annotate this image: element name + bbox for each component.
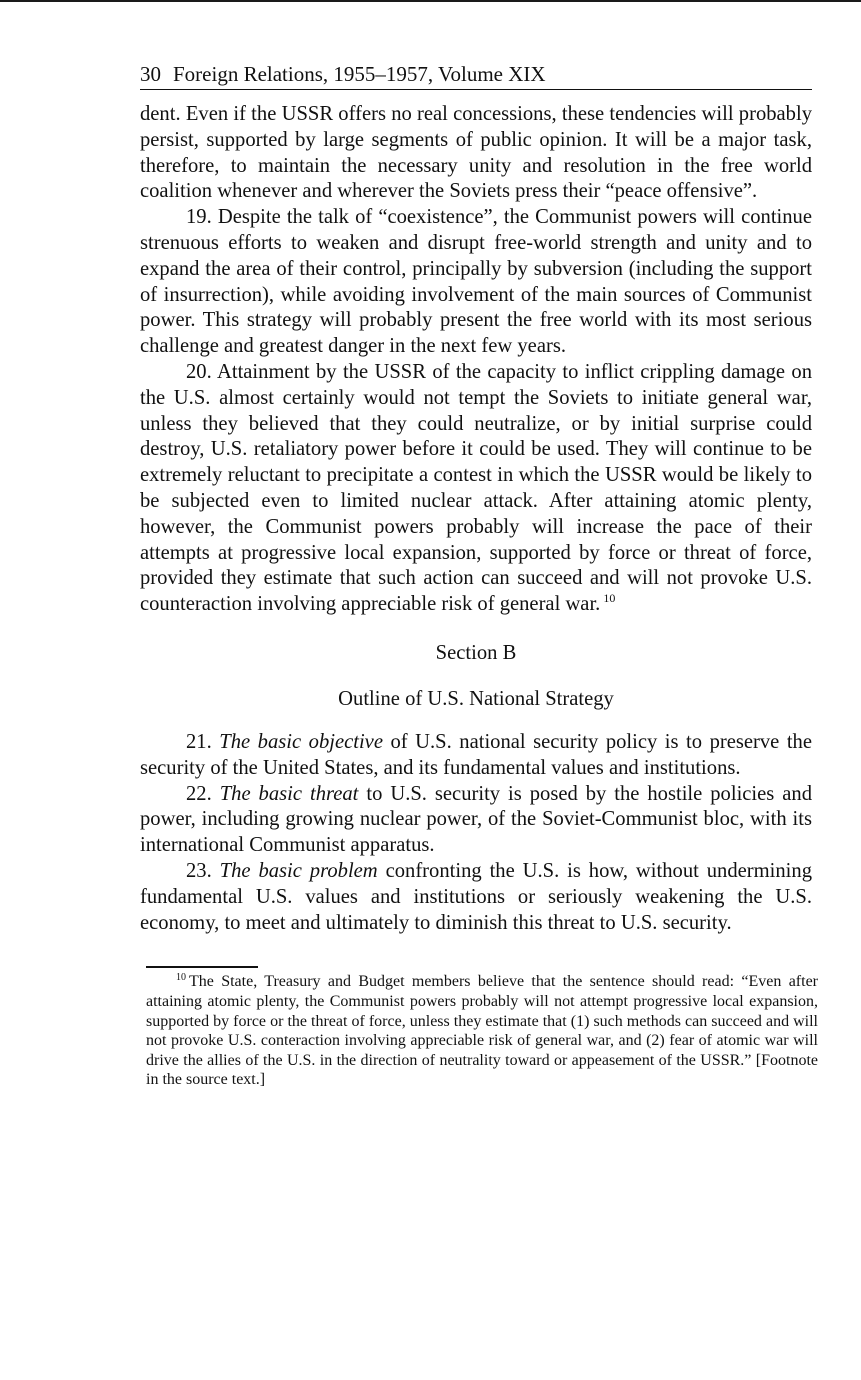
paragraph-22-text: to U.S. security is posed by the hostile policies and power, including growing nuclear power, of the Soviet-Communist bloc, with its international Communist apparatus. <box>140 782 812 857</box>
page-top-edge-rule <box>0 0 861 2</box>
section-label: Section B <box>435 641 517 664</box>
footnote-reference-10: 10 <box>603 591 616 606</box>
document-page <box>140 60 818 1090</box>
paragraph-21 <box>140 730 812 782</box>
paragraph-20 <box>140 360 812 618</box>
running-head-title: Foreign Relations, 1955–1957, Volume XIX <box>173 62 546 86</box>
footnote-10 <box>146 972 818 1090</box>
paragraph-21-term: The basic objective <box>219 730 383 753</box>
paragraph-23-term: The basic problem <box>219 859 378 882</box>
footnote-separator <box>146 966 258 968</box>
footnote-text: The State, Treasury and Budget members believe that the sentence should read: “Even after attaining atomic plenty, the Communist powers probably will not attempt progressive local expansion, supported by force or the threat of force, unless they estimate that (1) such methods can succeed and will not provoke U.S. conteraction involving appreciable risk of general war, and (2) fear of atomic war will drive the allies of the U.S. in the direction of neutrality toward or appeasement of the USSR.” [Footnote in the source text.] <box>146 973 818 1089</box>
running-head <box>140 60 812 90</box>
paragraph-continued: dent. Even if the USSR offers no real concessions, these tendencies will probably persist, supported by large segments of public opinion. It will be a major task, therefore, to maintain the necessary unity and resolution in the free world coalition whenever and wherever the Soviets press their “peace offensive”. <box>140 103 812 203</box>
paragraph-22-number: 22. <box>186 782 212 805</box>
paragraph-23-number: 23. <box>186 859 212 882</box>
body-text <box>140 102 812 936</box>
page-number: 30 <box>140 62 161 86</box>
paragraph-20-text: 20. Attainment by the USSR of the capacity to inflict crippling damage on the U.S. almost certainly would not tempt the Soviets to initiate general war, unless they believed that they could neutralize, or by initial surprise could destroy, U.S. retaliatory power before it could be used. They will continue to be extremely reluctant to precipitate a contest in which the USSR would be likely to be subjected even to limited nuclear attack. After attaining atomic plenty, however, the Communist powers probably will increase the pace of their attempts at progressive local expansion, supported by force or threat of force, provided they estimate that such action can succeed and will not provoke U.S. counteraction involving appreciable risk of general war. <box>140 360 812 616</box>
paragraph-23 <box>140 859 812 936</box>
paragraph-21-text: of U.S. national security policy is to preserve the security of the United States, and its fundamental values and institutions. <box>140 730 812 779</box>
paragraph-19: 19. Despite the talk of “coexistence”, the Communist powers will continue strenuous efforts to weaken and disrupt free-world strength and unity and to expand the area of their control, principally by subversion (including the support of insurrection), while avoiding involvement of the main sources of Communist power. This strategy will probably present the free world with its most serious challenge and greatest danger in the next few years. <box>140 206 812 358</box>
paragraph-22-term: The basic threat <box>219 782 359 805</box>
footnote-marker: 10 <box>176 972 186 984</box>
section-title: Outline of U.S. National Strategy <box>338 687 614 710</box>
paragraph-21-number: 21. <box>186 730 212 753</box>
paragraph-22 <box>140 782 812 859</box>
paragraph-23-text: confronting the U.S. is how, without undermining fundamental U.S. values and institutions or seriously weakening the U.S. economy, to meet and ultimately to diminish this threat to U.S. security. <box>140 859 812 934</box>
